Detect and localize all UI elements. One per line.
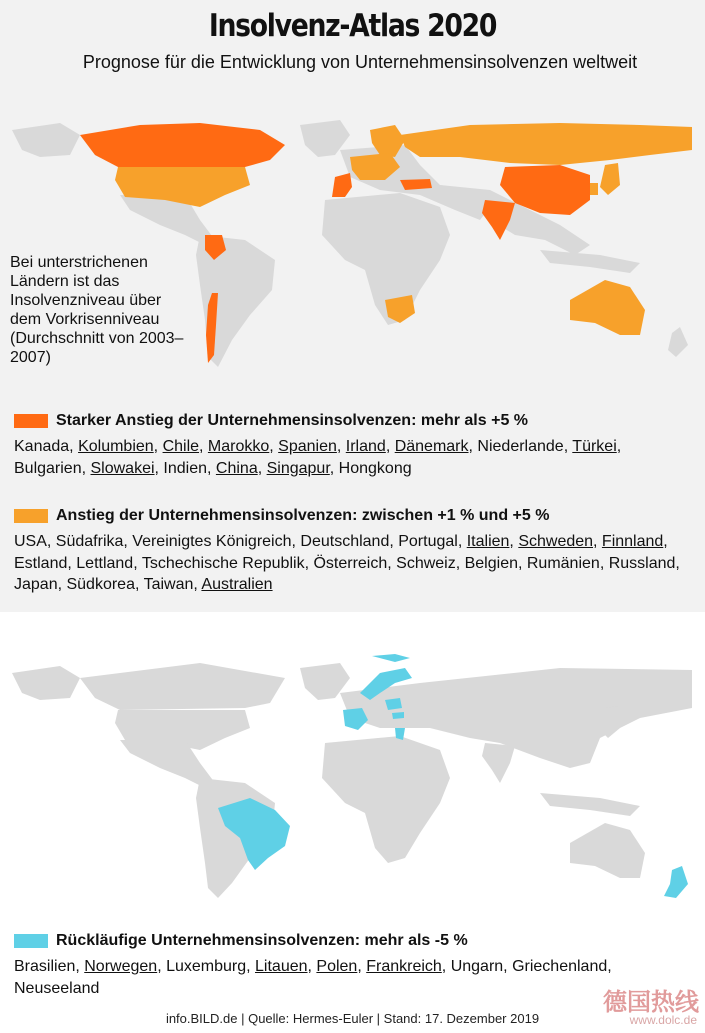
watermark-url: www.dolc.de (629, 1013, 697, 1027)
country-name: Österreich (313, 554, 388, 572)
legend-decline-heading (14, 932, 468, 950)
region-australia (570, 280, 645, 335)
country-name: Irland (345, 438, 386, 455)
swatch-strong (14, 414, 48, 428)
country-name: Norwegen (84, 958, 158, 975)
country-name: Vereinigtes Königreich (132, 533, 292, 550)
region-svalbard (372, 654, 410, 662)
country-name: Südkorea (66, 576, 135, 593)
legend-increase-heading (14, 507, 549, 525)
region-hungary (392, 712, 404, 719)
legend-decline-label: Rückläufige Unternehmensinsolvenzen: mehr als -5 % (56, 932, 468, 949)
country-name: Südafrika (55, 533, 124, 550)
country-name: Russland (608, 554, 676, 572)
country-name: Brasilien (14, 958, 76, 975)
country-name: Lettland (76, 554, 134, 572)
country-name: Schweiz (396, 554, 456, 572)
land-base-2 (12, 663, 692, 898)
region-new-zealand (664, 866, 688, 898)
swatch-increase (14, 509, 48, 523)
country-name: Polen (316, 958, 358, 975)
country-name: Bulgarien (14, 459, 82, 477)
country-name: China (215, 459, 258, 477)
country-name: USA (14, 533, 47, 550)
page-title: Insolvenz-Atlas 2020 (208, 8, 497, 44)
country-name: Ungarn (450, 958, 504, 975)
country-name: Luxemburg (166, 958, 247, 975)
region-japan (600, 163, 620, 195)
legend-strong-heading (14, 412, 528, 430)
country-name: Frankreich (366, 958, 442, 975)
region-russia (400, 123, 692, 165)
region-korea (590, 183, 598, 195)
source-footer: info.BILD.de | Quelle: Hermes-Euler | Stand: 17. Dezember 2019 (165, 1011, 540, 1026)
country-name: Dänemark (394, 438, 469, 455)
country-name: Spanien (278, 438, 337, 455)
country-list-decline: Brasilien, Norwegen, Luxemburg, Litauen, Polen, Frankreich, Ungarn, Griechenland, Neuseeland (14, 958, 612, 997)
country-list-increase: USA, Südafrika, Vereinigtes Königreich, Deutschland, Portugal, Italien, Schweden, Finnland, Estland, Lettland, Tschechische Republik, Österreich, Schweiz, Belgien, Rumänien, Russland, Japan, Südkorea, Taiwan, Australien (14, 533, 680, 593)
underline-note: Bei unterstrichenen Ländern ist das Insolvenzniveau über dem Vorkrisenniveau (Durchschnitt von 2003–2007) (10, 254, 184, 366)
country-name: Finnland (601, 533, 664, 550)
legend-increase-label: Anstieg der Unternehmensinsolvenzen: zwischen +1 % und +5 % (56, 507, 550, 524)
country-name: Belgien (464, 554, 518, 572)
country-name: Litauen (255, 958, 308, 975)
country-name: Niederlande (477, 438, 564, 455)
country-name: Australien (201, 576, 273, 593)
country-name: Tschechische Republik (141, 554, 305, 572)
country-name: Rumänien (526, 554, 600, 572)
country-name: Singapur (266, 459, 330, 477)
country-name: Taiwan (143, 576, 194, 593)
country-name: Indien (163, 459, 208, 477)
country-name: Schweden (518, 533, 594, 550)
legend-strong-label: Starker Anstieg der Unternehmensinsolvenzen: mehr als +5 % (56, 412, 529, 429)
region-turkey (400, 179, 432, 190)
watermark-logo: 德国热线 (603, 988, 699, 1016)
country-name: Hongkong (338, 459, 412, 477)
country-list-strong: Kanada, Kolumbien, Chile, Marokko, Spanien, Irland, Dänemark, Niederlande, Türkei, Bulgarien, Slowakei, Indien, China, Singapur, Hongkong (14, 438, 622, 477)
country-name: Estland (14, 554, 68, 572)
country-name: Japan (14, 576, 58, 593)
country-name: Portugal (398, 533, 458, 550)
country-name: Marokko (207, 438, 270, 455)
country-name: Chile (162, 438, 200, 455)
region-iberia-morocco (332, 173, 352, 197)
country-name: Türkei (572, 438, 617, 455)
country-name: Neuseeland (14, 979, 100, 997)
region-canada (80, 123, 285, 167)
page-subtitle: Prognose für die Entwicklung von Unternehmensinsolvenzen weltweit (82, 52, 638, 72)
country-name: Deutschland (300, 533, 390, 550)
country-name: Italien (466, 533, 510, 550)
swatch-decline (14, 934, 48, 948)
country-name: Slowakei (90, 459, 155, 477)
country-name: Kanada (14, 438, 70, 455)
world-map-decline (0, 648, 705, 908)
country-name: Griechenland (512, 958, 608, 975)
country-name: Kolumbien (78, 438, 154, 455)
region-poland (385, 698, 402, 710)
